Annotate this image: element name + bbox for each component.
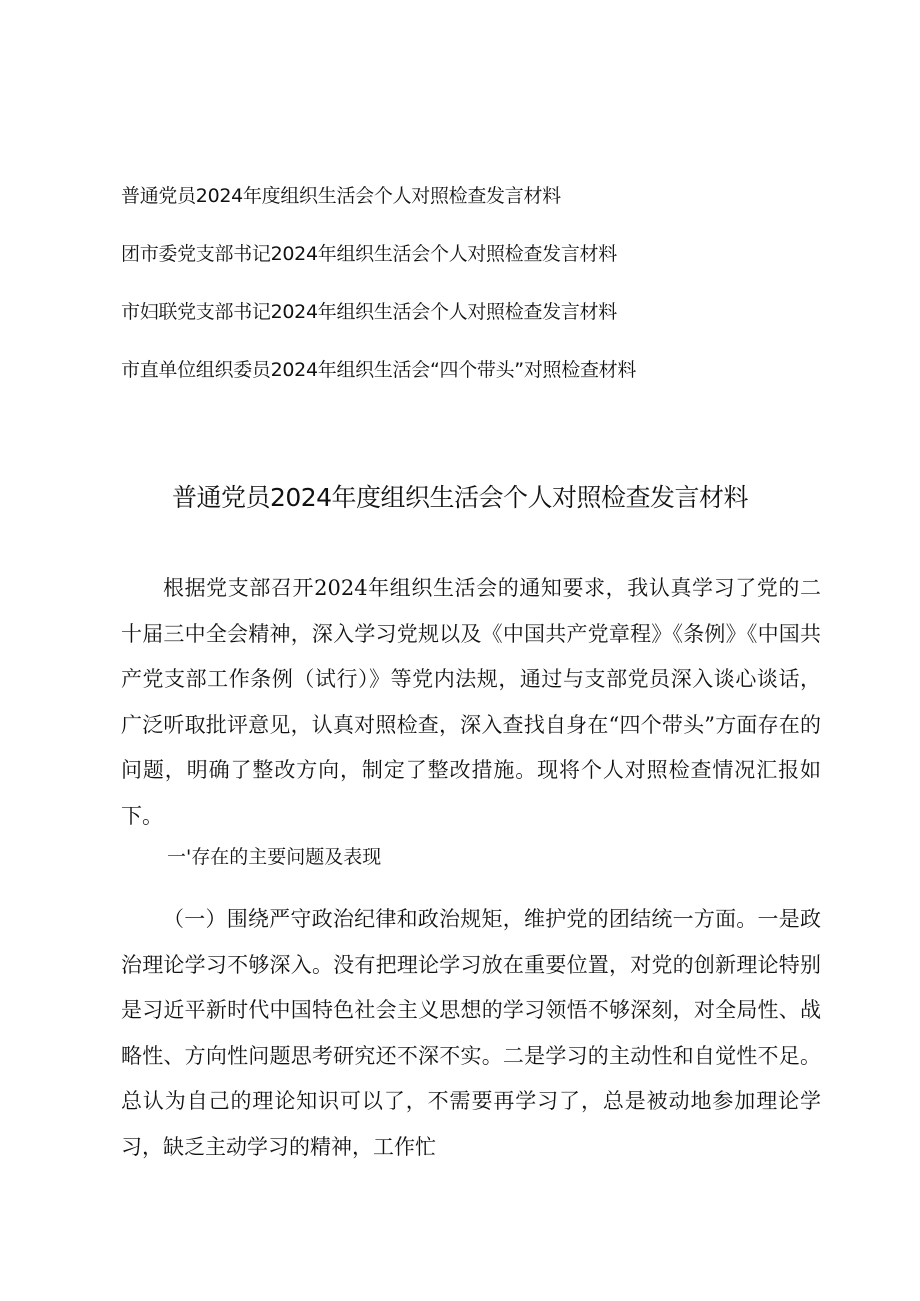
related-articles-list [121,183,841,415]
document-title: 普通党员2024年度组织生活会个人对照检查发言材料 [171,483,749,512]
body-paragraph: （一）围绕严守政治纪律和政治规矩，维护党的团结统一方面。一是政治理论学习不够深入。没有把理论学习放在重要位置，对党的创新理论特别是习近平新时代中国特色社会主义思想的学习领悟不够深刻，对全局性、战略性、方向性问题思考研究还不深不实。二是学习的主动性和自觉性不足。总认为自己的理论知识可以了，不需要再学习了，总是被动地参加理论学习，缺乏主动学习的精神，工作忙 [121,907,821,1159]
related-article-link[interactable]: 市直单位组织委员2024年组织生活会“四个带头”对照检查材料 [121,359,637,381]
intro-paragraph: 根据党支部召开2024年组织生活会的通知要求，我认真学习了党的二十届三中全会精神，深入学习党规以及《中国共产党章程》《条例》《中国共产党支部工作条例（试行）》等党内法规，通过与支部党员深入谈心谈话，广泛听取批评意见，认真对照检查，深入查找自身在“四个带头”方面存在的问题，明确了整改方向，制定了整改措施。现将个人对照检查情况汇报如下。 [121,576,821,828]
section-heading: 一'存在的主要问题及表现 [167,846,382,868]
related-article-link[interactable]: 市妇联党支部书记2024年组织生活会个人对照检查发言材料 [121,301,617,323]
related-article-link[interactable]: 团市委党支部书记2024年组织生活会个人对照检查发言材料 [121,243,617,265]
related-article-link[interactable]: 普通党员2024年度组织生活会个人对照检查发言材料 [121,185,561,207]
